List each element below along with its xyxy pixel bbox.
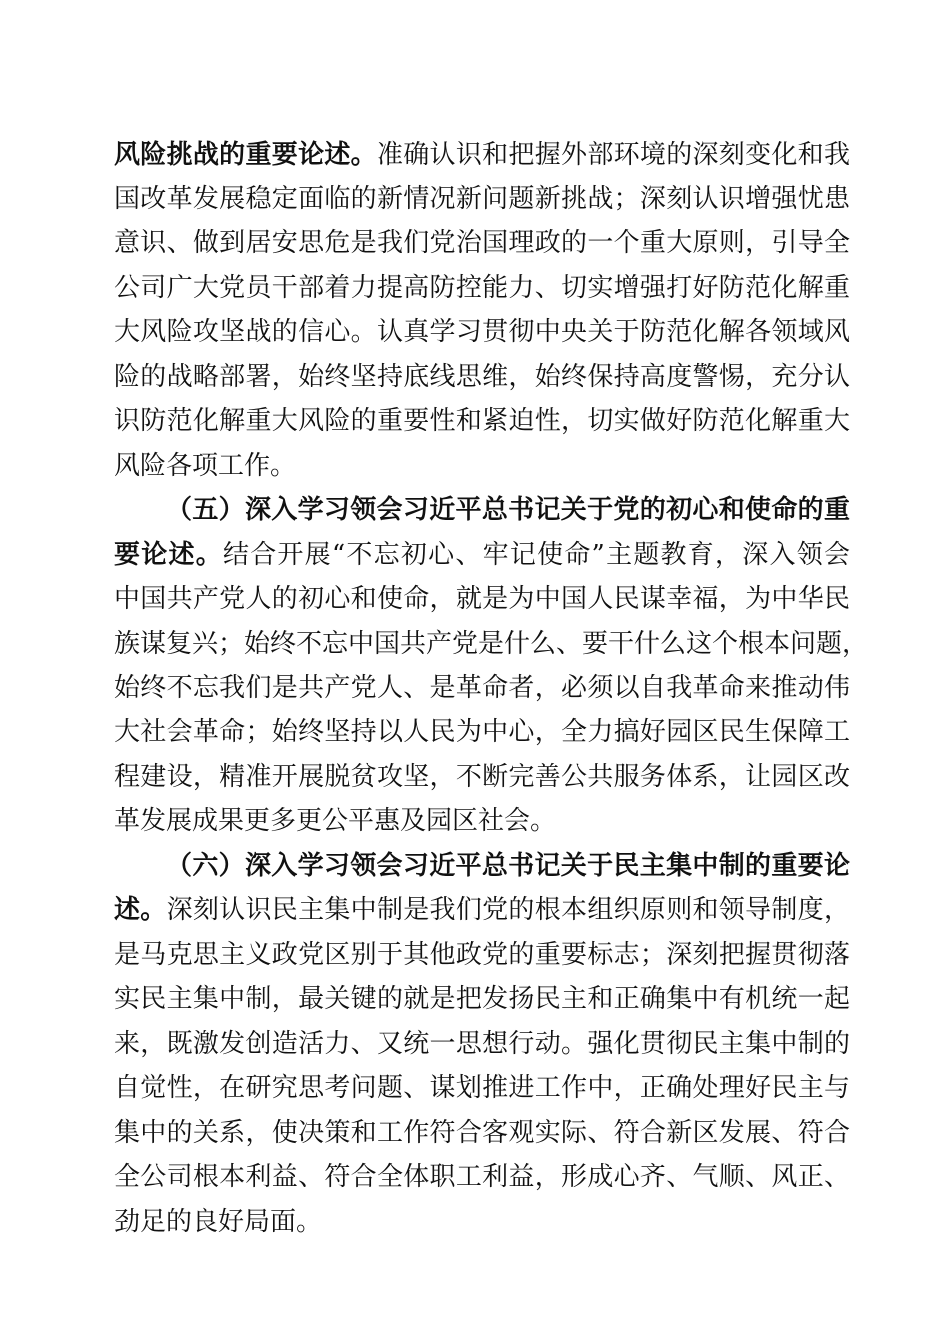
paragraph-4-line-4: 公司广大党员干部着力提高防控能力、切实增强打好防范化解重 [114, 273, 850, 303]
paragraph-6-line-8: 全公司根本利益、符合全体职工利益，形成心齐、气顺、风正、 [114, 1162, 850, 1192]
paragraph-4-text-start: 准确认识和把握外部环境的深刻变化和我 [376, 140, 850, 170]
paragraph-4-line-2: 国改革发展稳定面临的新情况新问题新挑战；深刻认识增强忧患 [114, 184, 850, 214]
paragraph-6-line-9: 劲足的良好局面。 [114, 1207, 323, 1237]
paragraph-5-heading: （五）深入学习领会习近平总书记关于党的初心和使命的重 [166, 495, 850, 525]
paragraph-4-line-8: 风险各项工作。 [114, 451, 297, 481]
paragraph-6-line-3: 是马克思主义政党区别于其他政党的重要标志；深刻把握贯彻落 [114, 940, 850, 970]
paragraph-6-heading: （六）深入学习领会习近平总书记关于民主集中制的重要论 [166, 851, 850, 881]
paragraph-6-line-2 [114, 888, 850, 932]
paragraph-5-line-3: 中国共产党人的初心和使命，就是为中国人民谋幸福，为中华民 [114, 584, 850, 614]
paragraph-5-heading-end: 要论述。 [114, 540, 223, 570]
paragraph-4-heading-end: 风险挑战的重要论述。 [114, 140, 377, 170]
paragraph-6-line-5: 来，既激发创造活力、又统一思想行动。强化贯彻民主集中制的 [114, 1029, 850, 1059]
paragraph-4-line-3: 意识、做到居安思危是我们党治国理政的一个重大原则，引导全 [114, 228, 850, 258]
paragraph-6-line-6: 自觉性，在研究思考问题、谋划推进工作中，正确处理好民主与 [114, 1073, 850, 1103]
paragraph-5-text-start: 结合开展“不忘初心、牢记使命”主题教育，深入领会 [222, 540, 850, 570]
paragraph-6-line-7: 集中的关系，使决策和工作符合客观实际、符合新区发展、符合 [114, 1118, 850, 1148]
paragraph-4-line-6: 险的战略部署，始终坚持底线思维，始终保持高度警惕，充分认 [114, 362, 850, 392]
paragraph-4-line-5: 大风险攻坚战的信心。认真学习贯彻中央关于防范化解各领域风 [114, 317, 850, 347]
paragraph-5-line-4: 族谋复兴；始终不忘中国共产党是什么、要干什么这个根本问题， [114, 629, 869, 659]
paragraph-5-line-2 [114, 533, 850, 577]
paragraph-5-line-5: 始终不忘我们是共产党人、是革命者，必须以自我革命来推动伟 [114, 673, 850, 703]
paragraph-5-line-8: 革发展成果更多更公平惠及园区社会。 [114, 806, 557, 836]
paragraph-5-line-6: 大社会革命；始终坚持以人民为中心，全力搞好园区民生保障工 [114, 717, 850, 747]
paragraph-4-line-7: 识防范化解重大风险的重要性和紧迫性，切实做好防范化解重大 [114, 406, 850, 436]
paragraph-4-line-1 [114, 133, 850, 177]
paragraph-6-line-4: 实民主集中制，最关键的就是把发扬民主和正确集中有机统一起 [114, 984, 850, 1014]
paragraph-6-text-start: 深刻认识民主集中制是我们党的根本组织原则和领导制度， [166, 895, 850, 925]
paragraph-6-heading-end: 述。 [114, 895, 167, 925]
paragraph-5-line-7: 程建设，精准开展脱贫攻坚，不断完善公共服务体系，让园区改 [114, 762, 850, 792]
